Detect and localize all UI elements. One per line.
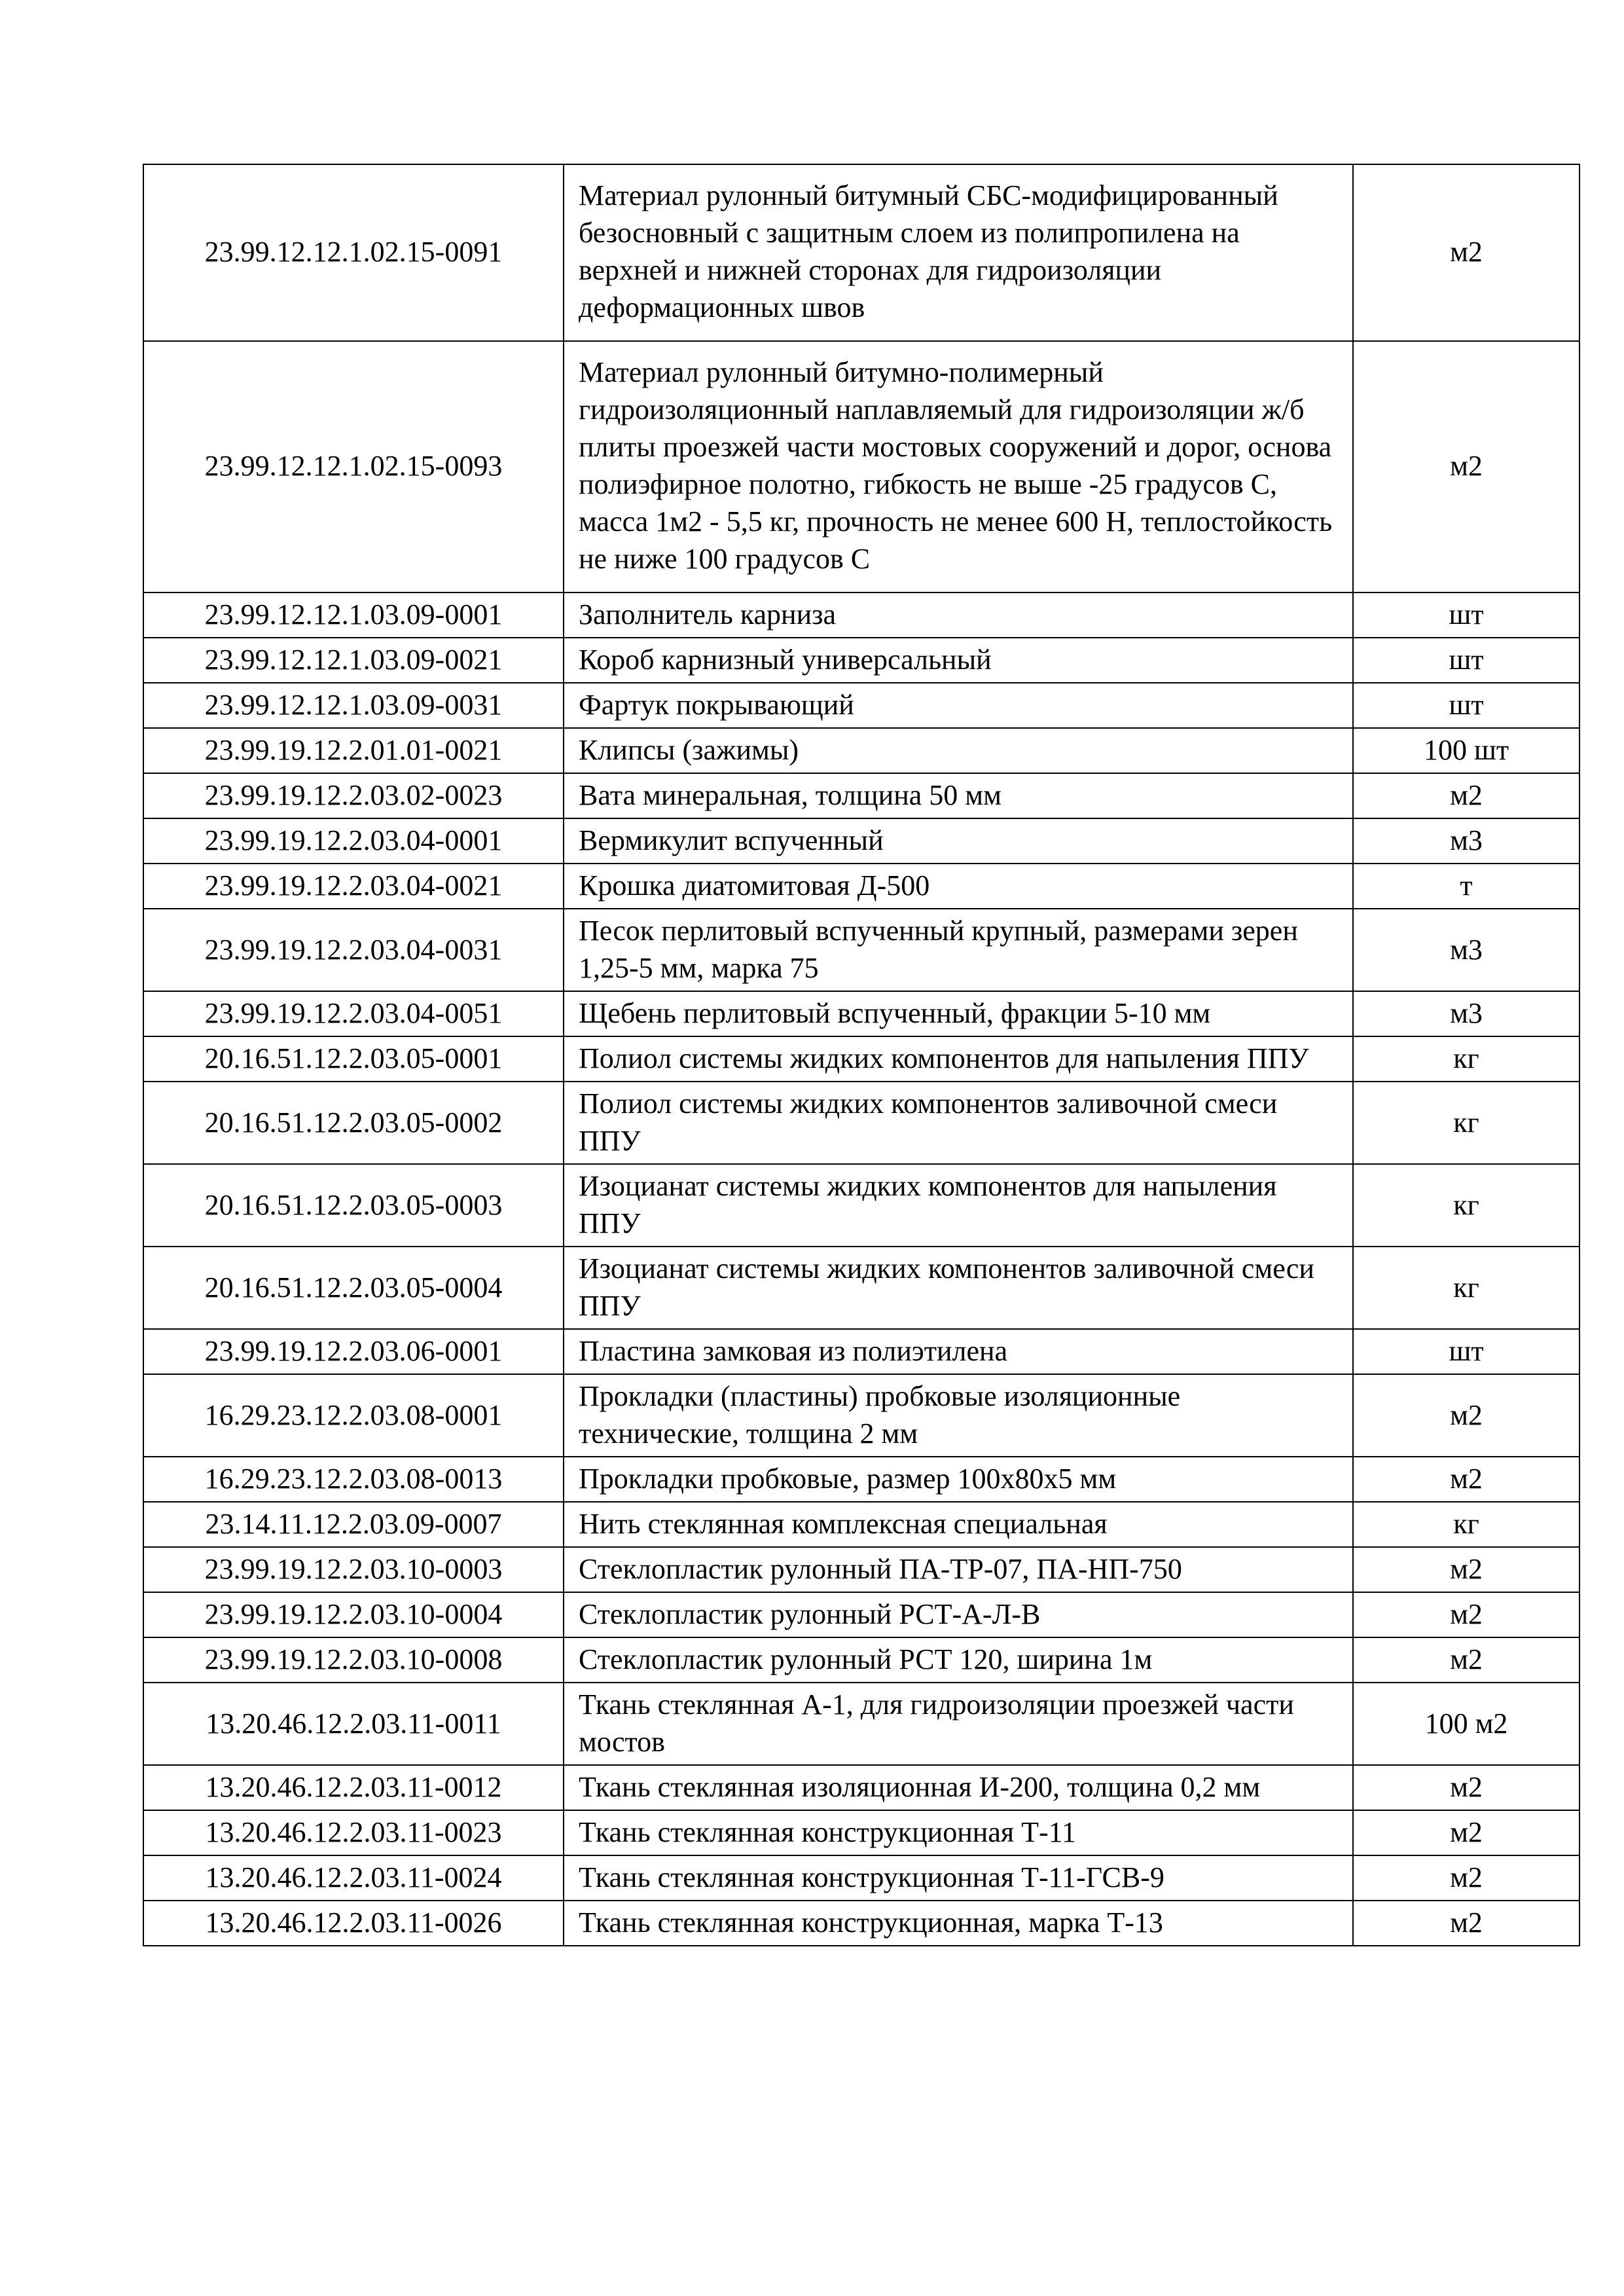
material-code: 23.99.12.12.1.03.09-0021 [143, 638, 564, 683]
material-name: Материал рулонный битумный СБС-модифицированный безосновный с защитным слоем из полипропилена на верхней и нижней сторонах для гидроизоляции деформационных швов [564, 164, 1353, 341]
material-code: 23.99.19.12.2.03.06-0001 [143, 1329, 564, 1374]
material-name: Вермикулит вспученный [564, 818, 1353, 864]
material-unit: 100 шт [1353, 728, 1579, 773]
material-name: Пластина замковая из полиэтилена [564, 1329, 1353, 1374]
material-unit: м3 [1353, 991, 1579, 1036]
table-row [143, 1855, 1579, 1901]
material-unit: м2 [1353, 1855, 1579, 1901]
material-code: 23.99.12.12.1.03.09-0031 [143, 683, 564, 728]
material-unit: т [1353, 864, 1579, 909]
material-unit: шт [1353, 638, 1579, 683]
table-row [143, 1164, 1579, 1247]
material-unit: шт [1353, 683, 1579, 728]
material-code: 23.99.12.12.1.02.15-0093 [143, 341, 564, 592]
material-name: Прокладки пробковые, размер 100х80х5 мм [564, 1457, 1353, 1502]
material-unit: м2 [1353, 1457, 1579, 1502]
material-code: 23.99.19.12.2.03.04-0031 [143, 909, 564, 991]
table-row [143, 1637, 1579, 1683]
table-row [143, 1457, 1579, 1502]
material-name: Клипсы (зажимы) [564, 728, 1353, 773]
table-row [143, 991, 1579, 1036]
table-row [143, 1374, 1579, 1457]
material-code: 23.99.19.12.2.03.04-0051 [143, 991, 564, 1036]
material-name: Ткань стеклянная конструкционная Т-11 [564, 1810, 1353, 1855]
material-code: 23.99.12.12.1.03.09-0001 [143, 592, 564, 638]
table-row [143, 864, 1579, 909]
table-row [143, 1810, 1579, 1855]
material-code: 23.99.19.12.2.01.01-0021 [143, 728, 564, 773]
material-unit: м2 [1353, 164, 1579, 341]
table-row [143, 773, 1579, 818]
material-name: Ткань стеклянная А-1, для гидроизоляции проезжей части мостов [564, 1683, 1353, 1765]
material-code: 23.99.19.12.2.03.04-0021 [143, 864, 564, 909]
material-code: 20.16.51.12.2.03.05-0001 [143, 1036, 564, 1082]
table-row [143, 1247, 1579, 1329]
material-name: Фартук покрывающий [564, 683, 1353, 728]
material-unit: м3 [1353, 818, 1579, 864]
table-row [143, 592, 1579, 638]
material-unit: м2 [1353, 1810, 1579, 1855]
materials-table [143, 164, 1580, 1946]
material-code: 20.16.51.12.2.03.05-0002 [143, 1082, 564, 1164]
table-row [143, 1901, 1579, 1946]
material-unit: м2 [1353, 341, 1579, 592]
material-code: 23.99.19.12.2.03.10-0008 [143, 1637, 564, 1683]
material-code: 13.20.46.12.2.03.11-0023 [143, 1810, 564, 1855]
material-name: Стеклопластик рулонный РСТ 120, ширина 1м [564, 1637, 1353, 1683]
material-unit: кг [1353, 1247, 1579, 1329]
material-name: Крошка диатомитовая Д-500 [564, 864, 1353, 909]
material-code: 23.99.12.12.1.02.15-0091 [143, 164, 564, 341]
table-row [143, 1683, 1579, 1765]
material-unit: шт [1353, 1329, 1579, 1374]
material-unit: м2 [1353, 1637, 1579, 1683]
material-unit: м2 [1353, 1592, 1579, 1637]
material-name: Ткань стеклянная конструкционная Т-11-ГСВ-9 [564, 1855, 1353, 1901]
material-name: Стеклопластик рулонный РСТ-А-Л-В [564, 1592, 1353, 1637]
material-unit: шт [1353, 592, 1579, 638]
material-unit: кг [1353, 1164, 1579, 1247]
material-code: 16.29.23.12.2.03.08-0001 [143, 1374, 564, 1457]
material-unit: м3 [1353, 909, 1579, 991]
material-name: Песок перлитовый вспученный крупный, размерами зерен 1,25-5 мм, марка 75 [564, 909, 1353, 991]
material-name: Изоцианат системы жидких компонентов заливочной смеси ППУ [564, 1247, 1353, 1329]
table-row [143, 638, 1579, 683]
material-code: 20.16.51.12.2.03.05-0003 [143, 1164, 564, 1247]
material-name: Ткань стеклянная конструкционная, марка Т-13 [564, 1901, 1353, 1946]
material-unit: 100 м2 [1353, 1683, 1579, 1765]
materials-table-body [143, 164, 1579, 1946]
material-unit: кг [1353, 1082, 1579, 1164]
material-unit: м2 [1353, 1374, 1579, 1457]
material-code: 13.20.46.12.2.03.11-0012 [143, 1765, 564, 1810]
material-name: Прокладки (пластины) пробковые изоляционные технические, толщина 2 мм [564, 1374, 1353, 1457]
table-row [143, 909, 1579, 991]
material-name: Полиол системы жидких компонентов для напыления ППУ [564, 1036, 1353, 1082]
material-name: Материал рулонный битумно-полимерный гидроизоляционный наплавляемый для гидроизоляции ж/б плиты проезжей части мостовых сооружений и дорог, основа полиэфирное полотно, гибкость не выше -25 градусов С, масса 1м2 - 5,5 кг, прочность не менее 600 Н, теплостойкость не ниже 100 градусов С [564, 341, 1353, 592]
material-code: 23.14.11.12.2.03.09-0007 [143, 1502, 564, 1547]
material-code: 23.99.19.12.2.03.04-0001 [143, 818, 564, 864]
material-code: 13.20.46.12.2.03.11-0026 [143, 1901, 564, 1946]
table-row [143, 683, 1579, 728]
material-code: 23.99.19.12.2.03.10-0004 [143, 1592, 564, 1637]
material-name: Изоцианат системы жидких компонентов для напыления ППУ [564, 1164, 1353, 1247]
material-name: Короб карнизный универсальный [564, 638, 1353, 683]
material-name: Ткань стеклянная изоляционная И-200, толщина 0,2 мм [564, 1765, 1353, 1810]
table-row [143, 1329, 1579, 1374]
material-code: 13.20.46.12.2.03.11-0011 [143, 1683, 564, 1765]
table-row [143, 1592, 1579, 1637]
material-name: Заполнитель карниза [564, 592, 1353, 638]
material-unit: м2 [1353, 773, 1579, 818]
table-row [143, 728, 1579, 773]
material-name: Стеклопластик рулонный ПА-ТР-07, ПА-НП-750 [564, 1547, 1353, 1592]
material-unit: м2 [1353, 1901, 1579, 1946]
table-row [143, 1036, 1579, 1082]
table-row [143, 1547, 1579, 1592]
table-row [143, 1082, 1579, 1164]
material-name: Нить стеклянная комплексная специальная [564, 1502, 1353, 1547]
material-unit: кг [1353, 1036, 1579, 1082]
material-name: Вата минеральная, толщина 50 мм [564, 773, 1353, 818]
material-unit: м2 [1353, 1765, 1579, 1810]
material-unit: кг [1353, 1502, 1579, 1547]
material-code: 16.29.23.12.2.03.08-0013 [143, 1457, 564, 1502]
table-row [143, 341, 1579, 592]
table-row [143, 1502, 1579, 1547]
table-row [143, 164, 1579, 341]
material-name: Щебень перлитовый вспученный, фракции 5-10 мм [564, 991, 1353, 1036]
material-code: 23.99.19.12.2.03.02-0023 [143, 773, 564, 818]
material-name: Полиол системы жидких компонентов заливочной смеси ППУ [564, 1082, 1353, 1164]
material-unit: м2 [1353, 1547, 1579, 1592]
table-row [143, 818, 1579, 864]
material-code: 20.16.51.12.2.03.05-0004 [143, 1247, 564, 1329]
table-row [143, 1765, 1579, 1810]
material-code: 13.20.46.12.2.03.11-0024 [143, 1855, 564, 1901]
material-code: 23.99.19.12.2.03.10-0003 [143, 1547, 564, 1592]
